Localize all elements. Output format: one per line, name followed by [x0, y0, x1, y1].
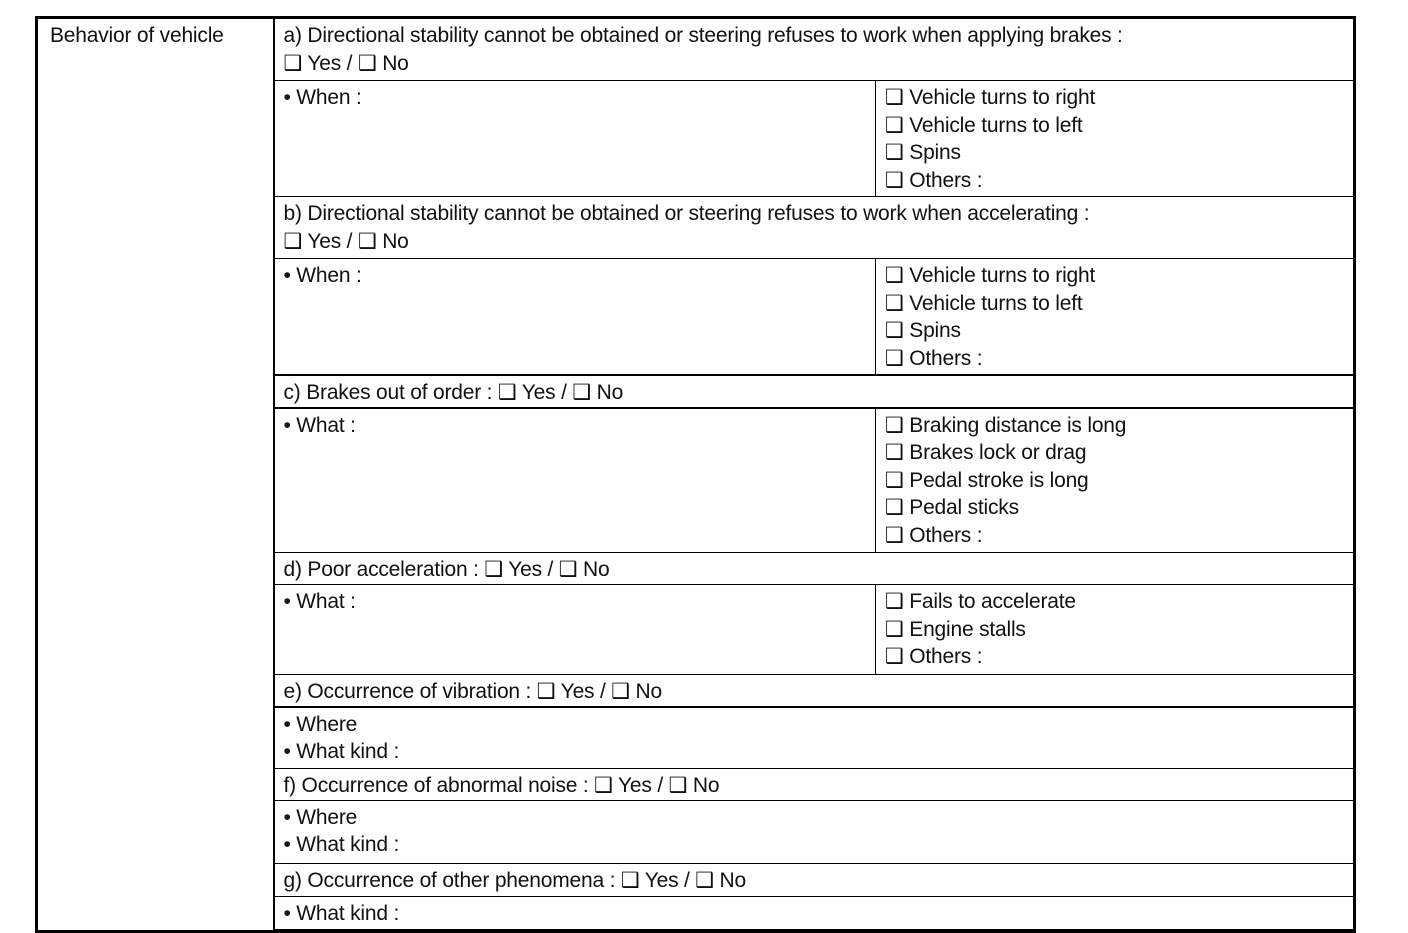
section-d-option-fails-to-accelerate[interactable]: ❑ Fails to accelerate — [885, 590, 1076, 613]
section-b-when-cell[interactable] — [274, 259, 876, 375]
behavior-of-vehicle-form — [35, 16, 1356, 933]
section-c-option-brakes-lock-drag[interactable]: ❑ Brakes lock or drag — [885, 441, 1087, 464]
section-a-option-spins[interactable]: ❑ Spins — [885, 141, 961, 164]
section-d-question — [274, 553, 1355, 585]
section-a-option-others[interactable]: ❑ Others : — [885, 168, 983, 192]
spacer — [274, 929, 1355, 931]
section-c-question-text[interactable]: c) Brakes out of order : ❑ Yes / ❑ No — [283, 380, 624, 404]
section-a-option-turns-right[interactable]: ❑ Vehicle turns to right — [885, 86, 1096, 109]
section-d-what-cell[interactable] — [274, 585, 876, 675]
section-f-where-label: • Where — [283, 805, 358, 829]
section-g-what-kind-label: • What kind : — [283, 901, 400, 925]
section-d-option-others[interactable]: ❑ Others : — [885, 645, 983, 668]
section-a-when-label: • When : — [283, 86, 362, 109]
row-header-label: Behavior of vehicle — [50, 24, 224, 47]
section-f-question — [274, 769, 1355, 801]
section-d-question-text[interactable]: d) Poor acceleration : ❑ Yes / ❑ No — [283, 558, 610, 581]
section-c-option-braking-distance-long[interactable]: ❑ Braking distance is long — [885, 413, 1127, 437]
section-b-option-others[interactable]: ❑ Others : — [885, 346, 983, 370]
section-a-question-text: a) Directional stability cannot be obtained or steering refuses to work when applying brakes : — [283, 24, 1123, 47]
section-e-question-text[interactable]: e) Occurrence of vibration : ❑ Yes / ❑ No — [283, 680, 662, 703]
section-b-when-label: • When : — [283, 264, 362, 287]
section-e-what-kind-label: • What kind : — [283, 740, 400, 763]
section-f-detail[interactable] — [274, 800, 1355, 863]
section-a-option-turns-left[interactable]: ❑ Vehicle turns to left — [885, 113, 1083, 137]
section-f-question-text[interactable]: f) Occurrence of abnormal noise : ❑ Yes / ❑ No — [283, 774, 720, 797]
section-c-option-others[interactable]: ❑ Others : — [885, 523, 983, 547]
section-c-what-cell[interactable] — [274, 408, 876, 553]
section-d-what-label: • What : — [283, 590, 356, 613]
section-g-question-text[interactable]: g) Occurrence of other phenomena : ❑ Yes / ❑ No — [283, 868, 747, 892]
section-b-question-text: b) Directional stability cannot be obtained or steering refuses to work when accelerating : — [283, 202, 1090, 225]
section-f-what-kind-label: • What kind : — [283, 833, 400, 856]
section-a-options — [876, 81, 1355, 197]
section-e-detail[interactable] — [274, 707, 1355, 769]
section-b-option-spins[interactable]: ❑ Spins — [885, 319, 961, 342]
section-g-detail[interactable] — [274, 896, 1355, 929]
section-c-what-label: • What : — [283, 413, 356, 437]
section-e-question — [274, 675, 1355, 707]
section-b-options — [876, 259, 1355, 375]
section-a-question — [274, 18, 1355, 81]
section-d-options — [876, 585, 1355, 675]
row-header-behavior-of-vehicle — [37, 18, 274, 932]
section-b-option-turns-right[interactable]: ❑ Vehicle turns to right — [885, 264, 1096, 287]
section-b-yes-no[interactable]: ❑ Yes / ❑ No — [283, 229, 409, 253]
section-c-options — [876, 408, 1355, 553]
section-g-question — [274, 863, 1355, 896]
section-d-option-engine-stalls[interactable]: ❑ Engine stalls — [885, 617, 1026, 641]
section-b-question — [274, 197, 1355, 259]
section-a-yes-no[interactable]: ❑ Yes / ❑ No — [283, 51, 409, 75]
section-c-option-pedal-sticks[interactable]: ❑ Pedal sticks — [885, 496, 1019, 519]
section-c-option-pedal-stroke-long[interactable]: ❑ Pedal stroke is long — [885, 468, 1089, 492]
section-b-option-turns-left[interactable]: ❑ Vehicle turns to left — [885, 291, 1083, 315]
section-a-when-cell[interactable] — [274, 81, 876, 197]
section-e-where-label: • Where — [283, 712, 358, 736]
section-c-question — [274, 375, 1355, 408]
